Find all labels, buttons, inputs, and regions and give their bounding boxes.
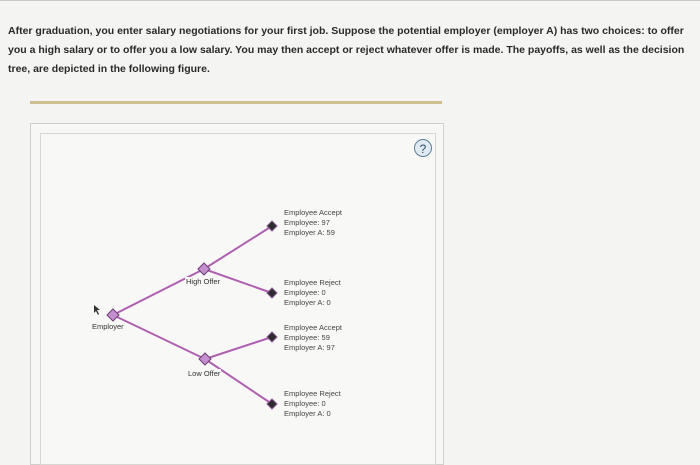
outcome-2-employer: Employer A: 0 bbox=[284, 298, 331, 307]
low-offer-node bbox=[199, 353, 211, 365]
outcome-3-employer: Employer A: 97 bbox=[284, 343, 335, 352]
branch-root-high bbox=[113, 269, 204, 315]
root-label: Employer bbox=[92, 322, 124, 331]
root-node bbox=[107, 309, 119, 321]
high-offer-node bbox=[198, 263, 210, 275]
branch-root-low bbox=[113, 315, 205, 359]
outcome-1-employee: Employee: 97 bbox=[284, 218, 330, 227]
help-button[interactable]: ? bbox=[414, 139, 432, 157]
outcome-4-decision: Employee Reject bbox=[284, 389, 341, 398]
branch-low-reject bbox=[205, 359, 272, 404]
outcome-3-decision: Employee Accept bbox=[284, 323, 342, 332]
outcome-4-employee: Employee: 0 bbox=[284, 399, 326, 408]
terminal-node-3 bbox=[267, 332, 277, 342]
outcome-3 bbox=[284, 323, 342, 353]
question-text: After graduation, you enter salary negotiations for your first job. Suppose the potential employer (employer A) has two choices: to offer you a high salary or to offer you a low salary. You may then accept or reject whatever offer is made. The payoffs, as well as the decision tree, are depicted in the following figure. bbox=[8, 25, 685, 75]
low-offer-label: Low Offer bbox=[188, 369, 221, 378]
outcome-1-employer: Employer A: 59 bbox=[284, 228, 335, 237]
terminal-node-1 bbox=[267, 221, 277, 231]
branch-high-accept bbox=[204, 226, 272, 269]
terminal-node-2 bbox=[267, 288, 277, 298]
outcome-3-employee: Employee: 59 bbox=[284, 333, 330, 342]
high-offer-label: High Offer bbox=[186, 277, 221, 286]
outcome-1 bbox=[284, 208, 342, 238]
outcome-4 bbox=[284, 389, 341, 419]
outcome-4-employer: Employer A: 0 bbox=[284, 409, 331, 418]
outcome-2-employee: Employee: 0 bbox=[284, 288, 326, 297]
cursor-arrow-icon bbox=[94, 305, 100, 315]
outcome-1-decision: Employee Accept bbox=[284, 208, 342, 217]
outcome-2-decision: Employee Reject bbox=[284, 278, 341, 287]
branch-low-accept bbox=[205, 337, 272, 359]
outcome-2 bbox=[284, 278, 341, 308]
